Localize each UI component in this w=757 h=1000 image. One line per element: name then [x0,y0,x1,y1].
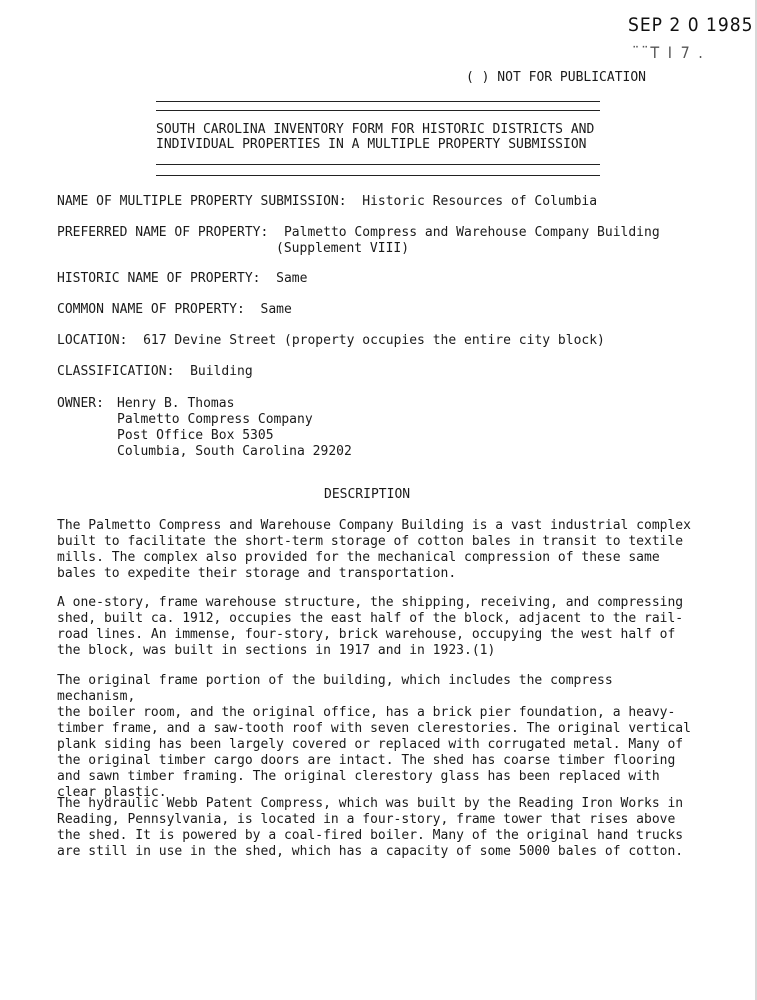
description-paragraph: A one-story, frame warehouse structure, the shipping, receiving, and compressing shed, built ca. 1912, occupies the east half of the block, adjacent to the rail- road lines. An immense, four-story, brick warehouse, occupying the west half of the block, was built in sections in 1917 and in 1923.(1) [57,595,684,658]
field-value: Same [260,302,292,317]
title-rule-bottom-1 [156,164,600,165]
field-label: COMMON NAME OF PROPERTY: [57,302,245,317]
owner-line: Palmetto Compress Company [117,412,313,427]
field-value: Historic Resources of Columbia [362,194,598,209]
field-historic-name [57,271,307,287]
field-common-name [57,302,292,318]
title-rule-top-2 [156,110,600,111]
secondary-stamp: ¨¨T I 7 . [632,43,705,62]
description-paragraph: The original frame portion of the building, which includes the compress mechanism, the boiler room, and the original office, has a brick pier foundation, a heavy- timber frame, and a saw-tooth roof with seven clerestories. The original vertical plank siding has been largely covered or replaced with corrugated metal. Many of the original timber cargo doors are intact. The shed has coarse timber flooring and sawn timber framing. The original clerestory glass has been replaced with clear plastic. [57,673,691,800]
field-value: Same [276,271,308,286]
field-value-continued: (Supplement VIII) [276,241,410,256]
field-submission-name [57,194,597,210]
field-classification [57,364,253,380]
owner-line: Columbia, South Carolina 29202 [117,444,352,459]
field-label: LOCATION: [57,333,128,348]
owner-line: Henry B. Thomas [117,396,235,411]
field-value: Palmetto Compress and Warehouse Company Building [283,225,660,240]
field-value: Building [190,364,253,379]
description-heading: DESCRIPTION [324,487,411,502]
field-location [57,333,605,349]
field-value: 617 Devine Street (property occupies the entire city block) [143,333,605,348]
title-rule-top-1 [156,101,600,102]
received-date-stamp: SEP 2 0 1985 [628,14,754,36]
owner-line: Post Office Box 5305 [117,428,274,443]
field-preferred-name [57,225,660,257]
field-label: OWNER: [57,396,104,411]
publication-note: ( ) NOT FOR PUBLICATION [466,70,647,85]
form-title: SOUTH CAROLINA INVENTORY FORM FOR HISTORIC DISTRICTS AND INDIVIDUAL PROPERTIES IN A MULTIPLE PROPERTY SUBMISSION [156,122,595,152]
field-label: HISTORIC NAME OF PROPERTY: [57,271,261,286]
field-label: PREFERRED NAME OF PROPERTY: [57,225,269,240]
owner-address [117,396,352,460]
title-rule-bottom-2 [156,175,600,176]
description-paragraph: The hydraulic Webb Patent Compress, which was built by the Reading Iron Works in Reading, Pennsylvania, is located in a four-story, frame tower that rises above the shed. It is powered by a coal-fired boiler. Many of the original hand trucks are still in use in the shed, which has a capacity of some 5000 bales of cotton. [57,796,684,859]
field-label: NAME OF MULTIPLE PROPERTY SUBMISSION: [57,194,347,209]
description-paragraph: The Palmetto Compress and Warehouse Company Building is a vast industrial complex built to facilitate the short-term storage of cotton bales in transit to textile mills. The complex also provided for the mechanical compression of these same bales to expedite their storage and transportation. [57,518,691,581]
field-label: CLASSIFICATION: [57,364,175,379]
